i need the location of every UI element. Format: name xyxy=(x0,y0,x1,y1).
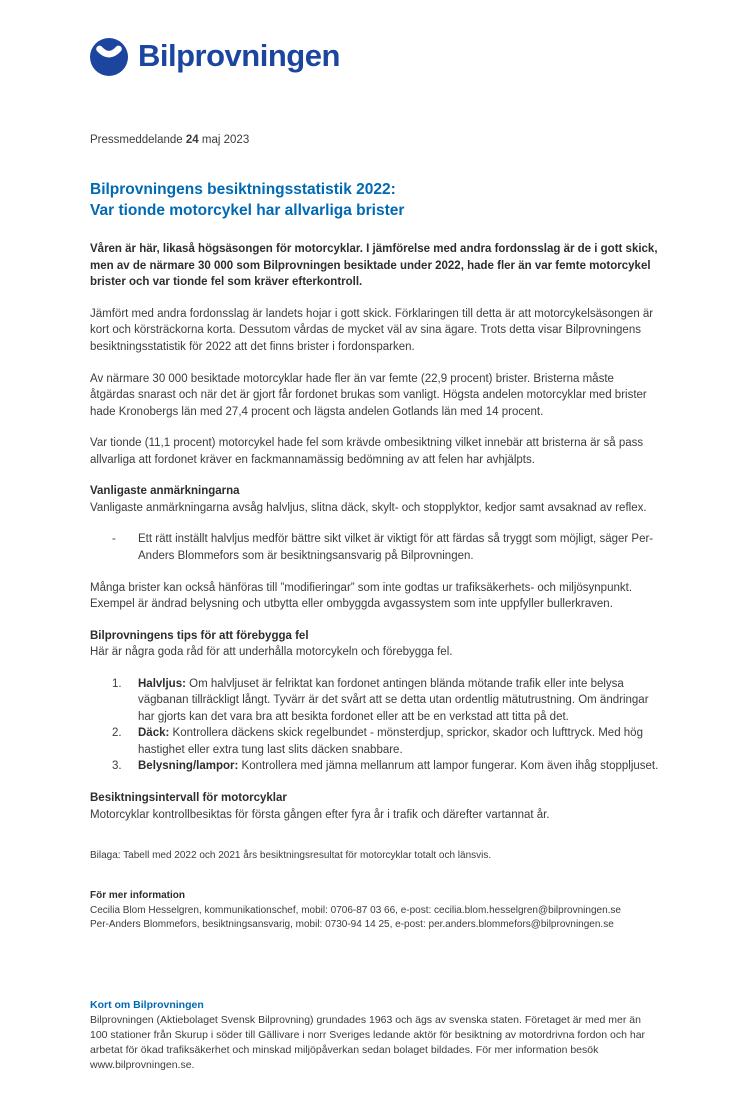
press-release-dateline xyxy=(90,132,660,149)
quote-text: Ett rätt inställt halvljus medför bättre sikt vilket är viktigt för att färdas så tryggt som möjligt, säger Per-Anders Blommefors som är besiktningsansvarig på Bilprovningen. xyxy=(138,533,654,562)
page-title-line2: Var tionde motorcykel har allvarliga brister xyxy=(90,201,405,219)
contact-line: Per-Anders Blommefors, besiktningsansvarig, mobil: 0730-94 14 25, e-post: per.anders.blommefors@bilprovningen.se xyxy=(90,918,614,930)
page-title-line1: Bilprovningens besiktningsstatistik 2022: xyxy=(90,180,396,198)
dateline-label: Pressmeddelande xyxy=(90,134,183,146)
dateline-month-year: maj 2023 xyxy=(201,134,250,146)
list-item-text xyxy=(138,676,660,726)
section-heading-tips: Bilprovningens tips för att förebygga fel xyxy=(90,629,309,642)
bilprovningen-logo xyxy=(90,38,660,76)
body-paragraph: Många brister kan också hänföras till ”modifieringar” som inte godtas ur trafiksäkerhets- och miljösynpunkt. Exempel är ändrad belysning och utbytta eller ombyggda avgassystem som inte uppfyller bullerkraven. xyxy=(90,581,633,611)
list-item-number: 1. xyxy=(112,677,122,690)
body-paragraph: Av närmare 30 000 besiktade motorcyklar hade fler än var femte (22,9 procent) brister. Bristerna måste åtgärdas snarast och när det är gjort får fordonet brukas som vanligt. Högsta andelen motorcyklar med brister hade Kronobergs län med 27,4 procent och lägsta andelen Gotlands län med 14 procent. xyxy=(90,372,647,418)
section-heading-interval: Besiktningsintervall för motorcyklar xyxy=(90,791,287,804)
quote-paragraph xyxy=(90,531,660,564)
attachment-note: Bilaga: Tabell med 2022 och 2021 års besiktningsresultat för motorcyklar totalt och länsvis. xyxy=(90,850,492,862)
bilprovningen-logo-text: Bilprovningen xyxy=(138,37,340,73)
contact-section xyxy=(90,889,660,932)
list-item-number: 3. xyxy=(112,760,122,773)
remarks-text: Vanligaste anmärkningarna avsåg halvljus, slitna däck, skylt- och stopplyktor, kedjor samt avsaknad av reflex. xyxy=(90,501,647,514)
about-company-heading: Kort om Bilprovningen xyxy=(90,999,204,1012)
section-heading-remarks: Vanligaste anmärkningarna xyxy=(90,485,240,498)
bilprovningen-logo-icon xyxy=(90,38,128,76)
tips-list xyxy=(90,676,660,775)
list-item xyxy=(112,758,660,775)
list-item-title: Halvljus: xyxy=(138,677,186,690)
dateline-day: 24 xyxy=(185,134,199,146)
contact-line: Cecilia Blom Hesselgren, kommunikationschef, mobil: 0706-87 03 66, e-post: cecilia.blom.hesselgren@bilprovningen.se xyxy=(90,904,621,916)
contact-heading: För mer information xyxy=(90,890,186,902)
list-item-title: Belysning/lampor: xyxy=(138,760,239,773)
list-item-text xyxy=(138,725,660,758)
list-item-body: Kontrollera däckens skick regelbundet - mönsterdjup, sprickor, skador och lufttryck. Med hög hastighet eller extra tung last slits däcken snabbare. xyxy=(138,727,643,756)
quote-dash: - xyxy=(112,533,116,546)
interval-text: Motorcyklar kontrollbesiktas för första gången efter fyra år i trafik och därefter vartannat år. xyxy=(90,808,550,821)
about-company-text: Bilprovningen (Aktiebolaget Svensk Bilprovning) grundades 1963 och ägs av svenska staten. Företaget är med mer än 100 stationer från Skurup i söder till Gällivare i norr Sveriges ledande aktör för besiktning av motordrivna fordon och har arbetat för ökad trafiksäkerhet och minskad miljöpåverkan sedan bolaget bildades. För mer information besök www.bilprovningen.se. xyxy=(90,1013,646,1071)
document-content xyxy=(90,132,660,932)
list-item-body: Om halvljuset är felriktat kan fordonet antingen blända mötande trafik eller inte belysa vägbanan tillräckligt långt. Tyvärr är det svårt att se detta utan ordentlig mätutrustning. Om ändringar har gjorts kan det vara bra att besikta fordonet eller att be en verkstad att titta på det. xyxy=(138,677,649,723)
page-title xyxy=(90,179,660,222)
body-paragraph: Var tionde (11,1 procent) motorcykel hade fel som krävde ombesiktning vilket innebär att bristerna är så pass allvarliga att fordonet kräver en fackmannamässig bedömning av att felen har avhjälpts. xyxy=(90,437,644,466)
list-item-text xyxy=(138,758,660,775)
list-item-number: 2. xyxy=(112,727,122,740)
body-paragraph: Jämfört med andra fordonsslag är landets hojar i gott skick. Förklaringen till detta är att motorcykelsäsongen är kort och körsträckorna korta. Dessutom vårdas de mycket väl av sina ägare. Trots detta visar Bilprovningens besiktningsstatistik för 2022 att det finns brister i fordonsparken. xyxy=(90,307,654,354)
about-company-section xyxy=(90,998,660,1073)
list-item xyxy=(112,676,660,726)
list-item-body: Kontrollera med jämna mellanrum att lampor fungerar. Kom även ihåg stoppljuset. xyxy=(241,760,659,773)
list-item xyxy=(112,725,660,758)
list-item-title: Däck: xyxy=(138,727,170,740)
lead-paragraph: Våren är här, likaså högsäsongen för motorcyklar. I jämförelse med andra fordonsslag är de i gott skick, men av de närmare 30 000 som Bilprovningen besiktade under 2022, hade fler än var femte motorcykel brister och var tionde fel som kräver efterkontroll. xyxy=(90,243,658,289)
tips-intro: Här är några goda råd för att underhålla motorcykeln och förebygga fel. xyxy=(90,646,453,659)
